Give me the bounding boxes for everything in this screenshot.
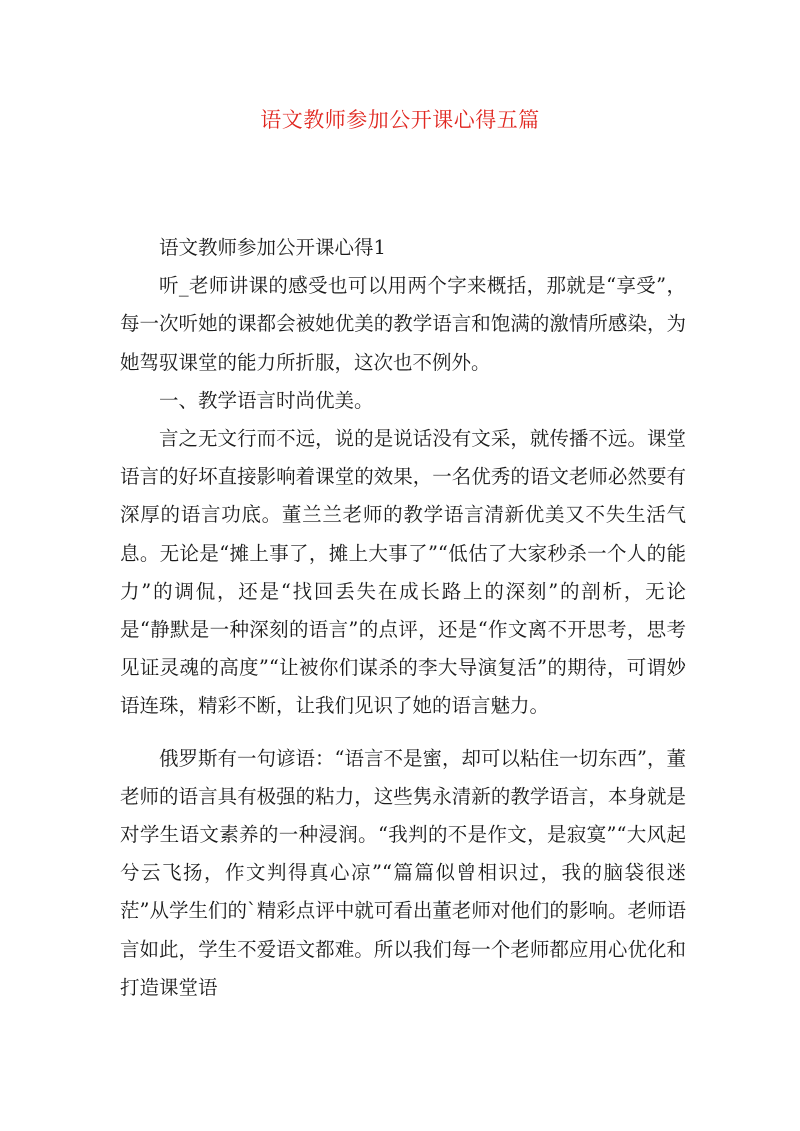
section-heading: 语文教师参加公开课心得1: [159, 236, 386, 259]
subsection-heading: 一、教学语言时尚优美。: [159, 388, 374, 412]
paragraph: 俄罗斯有一句谚语：“语言不是蜜，却可以粘住一切东西”，董老师的语言具有极强的粘力，这些隽永清新的教学语言，本身就是对学生语文素养的一种浸润。“我判的不是作文，是寂寞”“大风起兮云飞扬，作文判得真心凉”“篇篇似曾相识过，我的脑袋很迷茫”从学生们的`精彩点评中就可看出董老师对他们的影响。老师语言如此，学生不爱语文都难。所以我们每一个老师都应用心优化和打造课堂语: [120, 746, 686, 999]
paragraph: 言之无文行而不远，说的是说话没有文采，就传播不远。课堂语言的好坏直接影响着课堂的效果，一名优秀的语文老师必然要有深厚的语言功底。董兰兰老师的教学语言清新优美又不失生活气息。无论是“摊上事了，摊上大事了”“低估了大家秒杀一个人的能力”的调侃，还是“找回丢失在成长路上的深刻”的剖析，无论是“静默是一种深刻的语言”的点评，还是“作文离不开思考，思考见证灵魂的高度”“让被你们谋杀的李大导演复活”的期待，可谓妙语连珠，精彩不断，让我们见识了她的语言魅力。: [120, 427, 686, 718]
document-body: [120, 229, 686, 1007]
page-title: 语文教师参加公开课心得五篇: [260, 108, 540, 132]
paragraph: 听_老师讲课的感受也可以用两个字来概括，那就是“享受”，每一次听她的课都会被她优美的教学语言和饱满的激情所感染，为她驾驭课堂的能力所折服，这次也不例外。: [120, 274, 686, 374]
